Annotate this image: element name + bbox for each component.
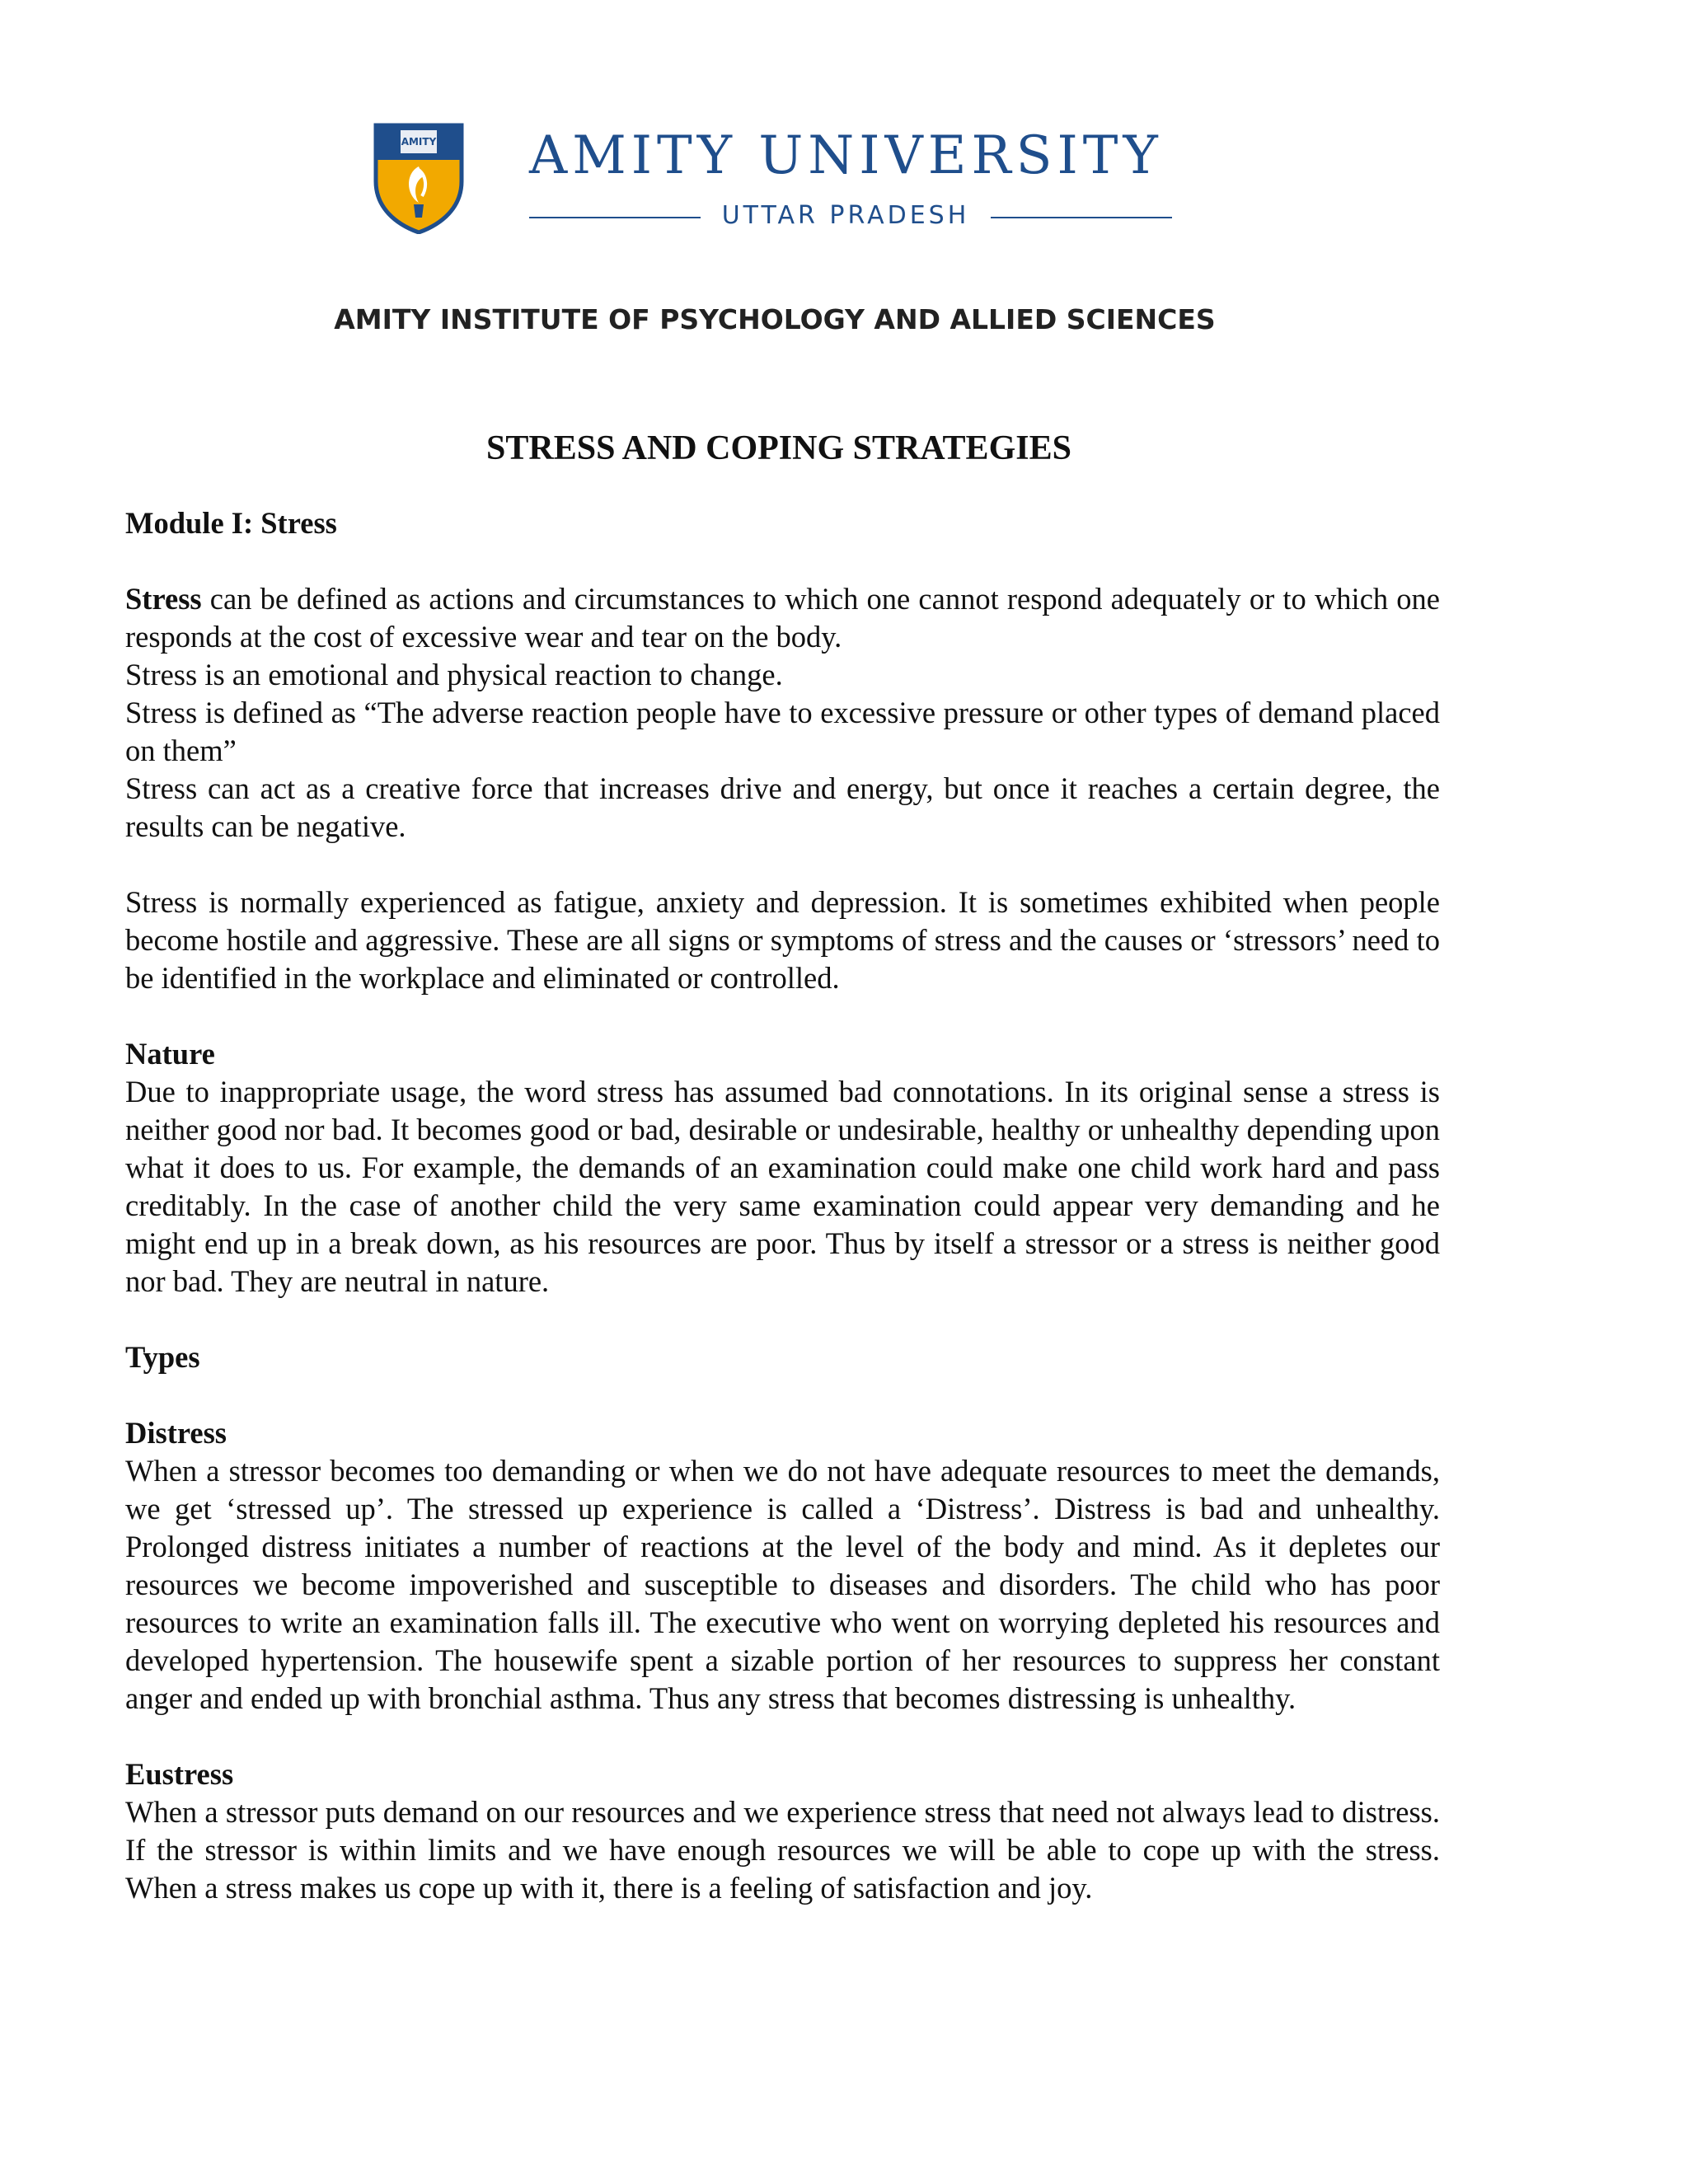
intro-paragraph-2: Stress is an emotional and physical reaction to change. [125, 658, 783, 691]
divider-left [529, 217, 701, 218]
campus-name: UTTAR PRADESH [721, 201, 970, 230]
divider-right [991, 217, 1172, 218]
document-title: STRESS AND COPING STRATEGIES [486, 429, 1071, 467]
types-heading: Types [125, 1340, 200, 1374]
university-name: AMITY UNIVERSITY [529, 125, 1163, 186]
campus-row [529, 201, 1172, 234]
intro-paragraph-5: Stress is normally experienced as fatigue, anxiety and depression. It is sometimes exhibited when people become hostile and aggressive. These are all signs or symptoms of stress and the causes or ‘stressors’ need to be identified in the workplace and eliminated or controlled. [125, 885, 1440, 995]
intro-paragraph-1-text: can be defined as actions and circumstances to which one cannot respond adequately or to which one responds at the cost of excessive wear and tear on the body. [125, 582, 1440, 654]
document-body [125, 504, 1440, 1907]
institute-name: AMITY INSTITUTE OF PSYCHOLOGY AND ALLIED SCIENCES [334, 303, 1216, 335]
nature-paragraph: Due to inappropriate usage, the word stress has assumed bad connotations. In its original sense a stress is neither good nor bad. It becomes good or bad, desirable or undesirable, healthy or unhealthy depending upon what it does to us. For example, the demands of an examination could make one child work hard and pass creditably. In the case of another child the very same examination could appear very demanding and he might end up in a break down, as his resources are poor. Thus by itself a stressor or a stress is neither good nor bad. They are neutral in nature. [125, 1075, 1440, 1298]
eustress-paragraph: When a stressor puts demand on our resources and we experience stress that need not always lead to distress. If the stressor is within limits and we have enough resources we will be able to cope up with the stress. When a stress makes us cope up with it, there is a feeling of satisfaction and joy. [125, 1795, 1440, 1905]
distress-paragraph: When a stressor becomes too demanding or when we do not have adequate resources to meet the demands, we get ‘stressed up’. The stressed up experience is called a ‘Distress’. Distress is bad and unhealthy. Prolonged distress initiates a number of reactions at the level of the body and mind. As it depletes our resources we become impoverished and susceptible to diseases and disorders. The child who has poor resources to write an examination falls ill. The executive who went on worrying depleted his resources and developed hypertension. The housewife spent a sizable portion of her resources to suppress her constant anger and ended up with bronchial asthma. Thus any stress that becomes distressing is unhealthy. [125, 1454, 1440, 1715]
intro-paragraph-4: Stress can act as a creative force that increases drive and energy, but once it reaches a certain degree, the results can be negative. [125, 771, 1440, 843]
eustress-heading: Eustress [125, 1757, 234, 1791]
distress-heading: Distress [125, 1416, 227, 1450]
university-logo [373, 122, 1197, 237]
intro-paragraph-1 [125, 580, 1440, 656]
crest-icon [373, 122, 465, 234]
crest-text: AMITY [401, 136, 437, 148]
intro-paragraph-3: Stress is defined as “The adverse reaction people have to excessive pressure or other types of demand placed on them” [125, 696, 1440, 767]
module-heading: Module I: Stress [125, 506, 337, 540]
stress-term: Stress [125, 582, 202, 616]
nature-heading: Nature [125, 1037, 215, 1071]
